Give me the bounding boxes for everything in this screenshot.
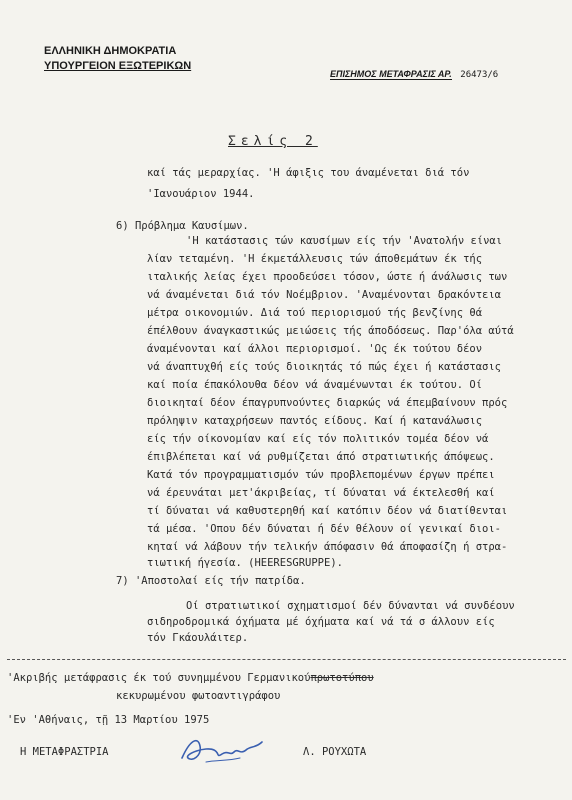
translation-reference bbox=[330, 69, 498, 80]
translation-number: 26473/6 bbox=[460, 70, 499, 80]
handwritten-signature bbox=[176, 728, 266, 768]
separator-line bbox=[7, 659, 566, 660]
text-line: τί δύναται νά καθυστερηθή καί κατόπιν δέον νά διατίθενται bbox=[147, 505, 508, 517]
letterhead-line-2: ΥΠΟΥΡΓΕΙΟΝ ΕΞΩΤΕΡΙΚΩΝ bbox=[44, 60, 192, 72]
struck-word: πρωτοτύπου bbox=[310, 672, 374, 684]
translation-label: ΕΠΙΣΗΜΟΣ ΜΕΤΑΦΡΑΣΙΣ ΑΡ. bbox=[330, 69, 452, 79]
text-line: ιταλικής λείας έχει προοδεύσει τόσον, ώστε ή άνάλωσις των bbox=[147, 271, 508, 283]
text-line: κηταί νά λάβουν τήν τελικήν άπόφασιν θά άποφασίζη ή στρα- bbox=[147, 541, 508, 553]
section-heading: 6) Πρόβλημα Καυσίμων. bbox=[116, 220, 249, 232]
text-line: νά έρευνάται μετ'άκριβείας, τί δύναται νά έκτελεσθή καί bbox=[147, 487, 495, 499]
text-line: λίαν τεταμένη. 'Η έκμετάλλευσις τών άποθεμάτων έκ τής bbox=[147, 253, 483, 265]
text-line: νά άναμένεται διά τόν Νοέμβριον. 'Αναμένονται δρακόντεια bbox=[147, 289, 502, 301]
text-line: άναμένονται καί άλλοι περιορισμοί. 'Ως έκ τούτου δέον bbox=[147, 343, 483, 355]
place-date: 'Εν 'Αθήναις, τῇ 13 Μαρτίου 1975 bbox=[7, 714, 210, 726]
text-line: 'Ιανουάριον 1944. bbox=[147, 188, 255, 200]
text-line: καί ποία έπακόλουθα δέον νά άναμένωνται έκ τούτου. Οί bbox=[147, 379, 483, 391]
text-line: μέτρα οικονομιών. Διά τού περιορισμού τής βενζίνης θά bbox=[147, 307, 483, 319]
text-line: διοικηταί δέον έπαγρυπνούντες διαρκώς νά έπεμβαίνουν πρός bbox=[147, 397, 508, 409]
text-line: τιωτική ήγεσία. (HEERESGRUPPE). bbox=[147, 557, 343, 569]
text-line: νά άναπτυχθή είς τούς διοικητάς τό πώς έχει ή κατάστασις bbox=[147, 361, 502, 373]
letterhead-line-1: ΕΛΛΗΝΙΚΗ ΔΗΜΟΚΡΑΤΙΑ bbox=[44, 45, 177, 57]
text-line: Κατά τόν προγραμματισμόν τών προβλεπομένων έργων πρέπει bbox=[147, 469, 495, 481]
letterhead bbox=[44, 44, 191, 74]
section-heading: 7) 'Αποστολαί είς τήν πατρίδα. bbox=[116, 575, 306, 587]
text-line: Οί στρατιωτικοί σχηματισμοί δέν δύνανται νά συνδέουν bbox=[186, 600, 515, 612]
text-line: πρόληψιν καταχρήσεων παντός είδους. Καί ή κατανάλωσις bbox=[147, 415, 483, 427]
text-line: έπιβλέπεται καί νά ρυθμίζεται άπό στρατιωτικής άπόψεως. bbox=[147, 451, 495, 463]
text-line: είς τήν οίκονομίαν καί είς τόν πολιτικόν τομέα δέον νά bbox=[147, 433, 489, 445]
text-line: έπέλθουν άναγκαστικώς μειώσεις τής άποδόσεως. Παρ'όλα αύτά bbox=[147, 325, 514, 337]
text-line: σιδηροδρομικά όχήματα μέ όχήματα καί νά τά σ άλλουν είς bbox=[147, 616, 495, 628]
text-line: τά μέσα. 'Οπου δέν δύναται ή δέν θέλουν οί γενικαί διοι- bbox=[147, 523, 502, 535]
translator-name: Λ. ΡΟΥΧΩΤΑ bbox=[303, 746, 367, 758]
text-line: τόν Γκάουλάιτερ. bbox=[147, 632, 249, 644]
page-title: Σελίς 2 bbox=[228, 134, 318, 149]
translator-title: Η ΜΕΤΑΦΡΑΣΤΡΙΑ bbox=[20, 746, 109, 758]
certification-line-2: κεκυρωμένου φωτοαντιγράφου bbox=[116, 690, 281, 702]
certification-line-1: 'Ακριβής μετάφρασις έκ τού συνημμένου Γερμανικούπρωτοτύπου bbox=[7, 672, 374, 684]
text-line: 'Η κατάστασις τών καυσίμων είς τήν 'Ανατολήν είναι bbox=[186, 235, 503, 247]
text-line: καί τάς μεραρχίας. 'Η άφιξις του άναμένεται διά τόν bbox=[147, 167, 470, 179]
